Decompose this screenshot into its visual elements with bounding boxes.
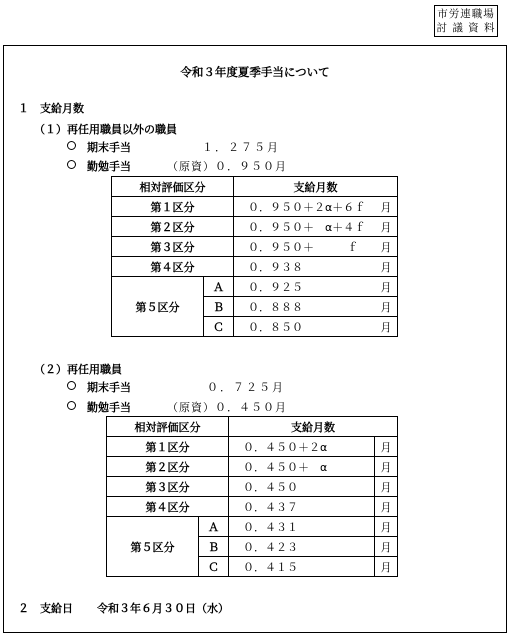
unit-cell: 月 [375,497,398,517]
header-category: 相対評価区分 [112,177,234,197]
group-category-cell: 第５区分 [112,277,204,337]
part1-bonus-label: 期末手当 [87,141,131,154]
unit-cell: 月 [378,217,398,237]
table-row [107,437,398,457]
payment-date: 令和３年６月３０日（水） [97,602,229,615]
bullet-circle-icon [67,160,76,169]
unit-cell: 月 [375,537,398,557]
months-cell: ０．９２５ [234,277,378,297]
group-category-cell: 第５区分 [107,517,199,577]
unit-cell: 月 [378,257,398,277]
unit-cell: 月 [375,457,398,477]
months-cell: ０．８５０ [234,317,378,337]
months-cell: ０．４２３ [229,537,375,557]
category-cell: 第１区分 [107,437,229,457]
section1-heading: １ 支給月数 [18,102,84,115]
stamp-line-1: 市労連職場 [437,8,495,20]
category-cell: 第１区分 [112,197,234,217]
months-cell: ０．４３７ [229,497,375,517]
table-row [107,497,398,517]
months-cell: ０．９５０＋ ｆ [234,237,378,257]
table-row [112,237,398,257]
months-cell: ０．９５０＋２α＋６ｆ [234,197,378,217]
months-cell: ０．４３１ [229,517,375,537]
table-header-row [112,177,398,197]
months-cell: ０．９５０＋ α＋４ｆ [234,217,378,237]
category-cell: 第４区分 [107,497,229,517]
months-cell: ０．９３８ [234,257,378,277]
unit-cell: 月 [375,437,398,457]
part2-diligence-label: 勤勉手当 [87,401,131,414]
months-cell: ０．４５０＋２α [229,437,375,457]
unit-cell: 月 [378,197,398,217]
table-row [112,217,398,237]
table-row [107,457,398,477]
table-row [112,197,398,217]
months-cell: ０．４１５ [229,557,375,577]
section2-heading: ２ 支給日 [18,602,73,615]
part1-diligence-label: 勤勉手当 [87,160,131,173]
months-cell: ０．８８８ [234,297,378,317]
unit-cell: 月 [375,477,398,497]
sub-category-cell: Ａ [199,517,229,537]
part2-diligence-source: （原資）０．４５０月 [167,401,287,414]
header-category: 相対評価区分 [107,417,229,437]
unit-cell: 月 [378,277,398,297]
header-months: 支給月数 [229,417,398,437]
category-cell: 第４区分 [112,257,234,277]
part1-diligence-source: （原資）０．９５０月 [167,160,287,173]
bullet-circle-icon [67,141,76,150]
part2-bonus-value: ０．７２５月 [207,381,285,394]
months-cell: ０．４５０ [229,477,375,497]
part1-heading: （１）再任用職員以外の職員 [34,123,177,136]
part1-months-table [111,176,398,337]
document-title: 令和３年度夏季手当について [180,65,330,79]
category-cell: 第３区分 [112,237,234,257]
header-months: 支給月数 [234,177,398,197]
table-row [107,517,398,537]
table-row [112,257,398,277]
sub-category-cell: Ｂ [199,537,229,557]
sub-category-cell: Ａ [204,277,234,297]
stamp-line-2: 討 議 資 料 [436,22,496,34]
unit-cell: 月 [375,557,398,577]
part2-bonus-label: 期末手当 [87,381,131,394]
unit-cell: 月 [378,237,398,257]
table-header-row [107,417,398,437]
category-cell: 第２区分 [112,217,234,237]
part2-heading: （２）再任用職員 [34,363,122,376]
part1-bonus-value: １．２７５月 [202,141,280,154]
bullet-circle-icon [67,401,76,410]
category-cell: 第３区分 [107,477,229,497]
months-cell: ０．４５０＋ α [229,457,375,477]
table-row [107,477,398,497]
unit-cell: 月 [378,297,398,317]
sub-category-cell: Ｂ [204,297,234,317]
table-row [112,277,398,297]
bullet-circle-icon [67,381,76,390]
sub-category-cell: Ｃ [199,557,229,577]
unit-cell: 月 [375,517,398,537]
discussion-material-stamp [434,5,498,37]
sub-category-cell: Ｃ [204,317,234,337]
part2-months-table [106,416,398,577]
unit-cell: 月 [378,317,398,337]
category-cell: 第２区分 [107,457,229,477]
